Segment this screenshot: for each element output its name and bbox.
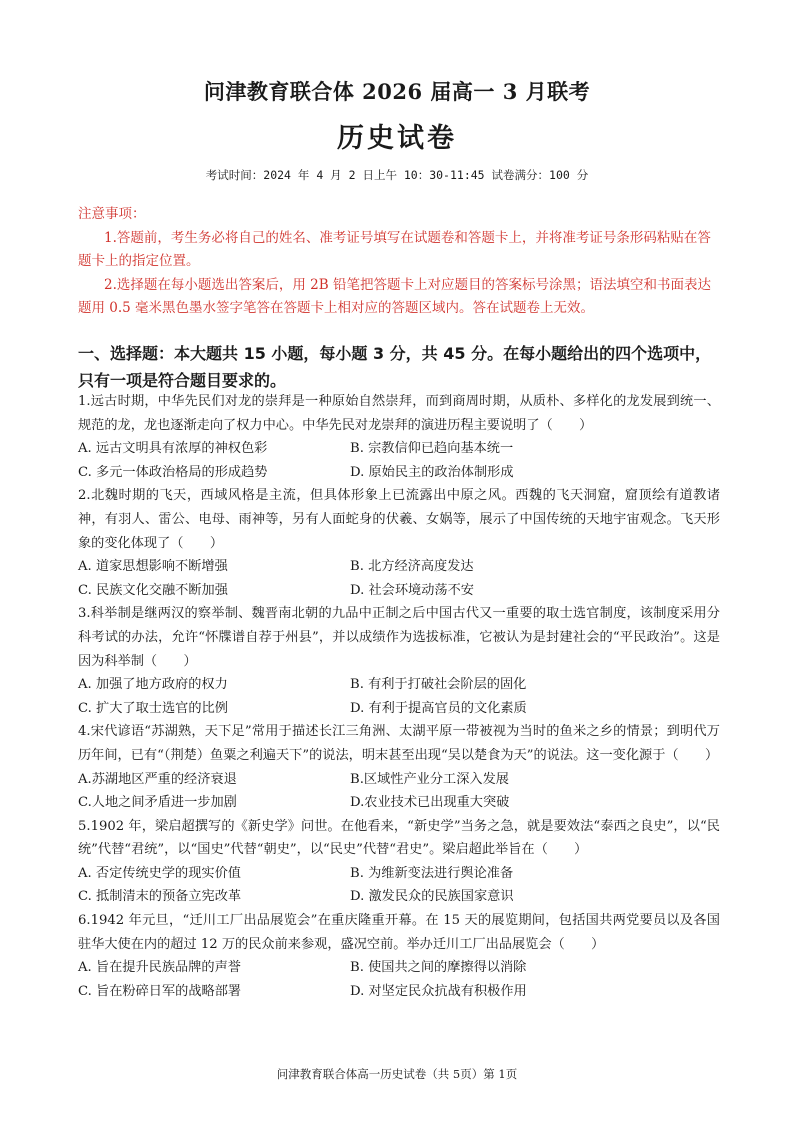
question-3 [78, 602, 720, 720]
question-stem: 4.宋代谚语“苏湖熟，天下足”常用于描述长江三角洲、太湖平原一带被视为当时的鱼米之乡的情景；到明代万历年间，已有“（荆楚）鱼粟之利遍天下”的说法，明末甚至出现“吴以楚食为天”的说法。这一变化源于（ ） [78, 724, 720, 763]
option-grid [78, 768, 720, 815]
option-grid [78, 555, 720, 602]
notice-item-2: 2.选择题在每小题选出答案后，用 2B 铅笔把答题卡上对应题目的答案标号涂黑；语法填空和书面表达题用 0.5 毫米黑色墨水签字笔答在答题卡上相对应的答题区域内。答在试题卷上无效。 [78, 276, 711, 316]
option-c: C.人地之间矛盾进一步加剧 [78, 795, 237, 811]
option-c: C. 抵制清末的预备立宪改革 [78, 889, 242, 905]
notice-item-1: 1.答题前，考生务必将自己的姓名、准考证号填写在试题卷和答题卡上，并将准考证号条形码粘贴在答题卡上的指定位置。 [78, 229, 711, 269]
option-d: D. 原始民主的政治体制形成 [350, 464, 514, 480]
option-a: A. 道家思想影响不断增强 [78, 559, 228, 575]
option-b: B. 宗教信仰已趋向基本统一 [350, 441, 514, 457]
question-list [78, 390, 720, 1003]
option-d: D. 社会环境动荡不安 [350, 582, 474, 598]
section-heading: 一、选择题：本大题共 15 小题，每小题 3 分，共 45 分。在每小题给出的四个选项中，只有一项是符合题目要求的。 [78, 344, 712, 390]
subject-title: 历史试卷 [337, 123, 457, 154]
option-d: D. 激发民众的民族国家意识 [350, 889, 514, 905]
question-4 [78, 720, 720, 814]
option-b: B. 为维新变法进行舆论准备 [350, 865, 514, 881]
exam-info: 考试时间：2024 年 4 月 2 日上午 10：30-11:45 试卷满分：100 分 [205, 168, 589, 182]
question-stem: 3.科举制是继两汉的察举制、魏晋南北朝的九品中正制之后中国古代又一重要的取士选官制度，该制度采用分科考试的办法，允许“怀牒谱自荐于州县”，并以成绩作为选拔标准，它被认为是封建社会的“平民政治”。这是因为科举制（ ） [78, 606, 720, 669]
option-a: A.苏湖地区严重的经济衰退 [78, 771, 237, 787]
question-2 [78, 484, 720, 602]
notice-block [78, 203, 718, 321]
option-c: C. 多元一体政治格局的形成趋势 [78, 464, 268, 480]
question-5 [78, 815, 720, 909]
option-b: B. 有利于打破社会阶层的固化 [350, 677, 527, 693]
option-grid [78, 437, 720, 484]
notice-title: 注意事项： [78, 206, 146, 222]
question-stem: 5.1902 年，梁启超撰写的《新史学》问世。在他看来，“新史学”当务之急，就是要效法“泰西之良史”，以“民统”代替“君统”，以“国史”代替“朝史”，以“民史”代替“君史”。梁启超此举旨在（ ） [78, 818, 720, 858]
page-footer: 问津教育联合体高一历史试卷（共 5页）第 1页 [276, 1067, 518, 1081]
option-d: D.农业技术已出现重大突破 [350, 795, 510, 811]
option-a: A. 远古文明具有浓厚的神权色彩 [78, 441, 268, 457]
option-a: A. 加强了地方政府的权力 [78, 677, 228, 693]
option-d: D. 对坚定民众抗战有积极作用 [350, 983, 527, 999]
option-grid [78, 956, 720, 1003]
option-c: C. 民族文化交融不断加强 [78, 582, 228, 598]
question-stem: 1.远古时期，中华先民们对龙的崇拜是一种原始自然崇拜，而到商周时期，从质朴、多样化的龙发展到统一、规范的龙，龙也逐渐走向了权力中心。中华先民对龙崇拜的演进历程主要说明了（ ） [78, 394, 720, 433]
option-c: C. 旨在粉碎日军的战略部署 [78, 983, 242, 999]
option-c: C. 扩大了取士选官的比例 [78, 700, 228, 716]
option-a: A. 否定传统史学的现实价值 [78, 865, 241, 881]
question-stem: 6.1942 年元旦，“迁川工厂出品展览会”在重庆隆重开幕。在 15 天的展览期间，包括国共两党要员以及各国驻华大使在内的超过 12 万的民众前来参观，盛况空前。举办迁川工厂出品展览会（ ） [78, 913, 720, 952]
exam-header [0, 76, 794, 183]
option-b: B. 北方经济高度发达 [350, 559, 474, 575]
question-1 [78, 390, 720, 484]
question-stem: 2.北魏时期的飞天，西域风格是主流，但具体形象上已流露出中原之风。西魏的飞天洞窟，窟顶绘有道教诸神，有羽人、雷公、电母、雨神等，另有人面蛇身的伏羲、女娲等，展示了中国传统的天地宇宙观念。飞天形象的变化体现了（ ） [78, 488, 720, 551]
option-grid [78, 862, 720, 909]
option-d: D. 有利于提高官员的文化素质 [350, 700, 527, 716]
exam-title: 问津教育联合体 2026 届高一 3 月联考 [203, 79, 591, 104]
option-a: A. 旨在提升民族品牌的声誉 [78, 960, 241, 976]
option-b: B.区域性产业分工深入发展 [350, 771, 509, 787]
option-b: B. 使国共之间的摩擦得以消除 [350, 960, 527, 976]
option-grid [78, 673, 720, 720]
question-6 [78, 909, 720, 1003]
